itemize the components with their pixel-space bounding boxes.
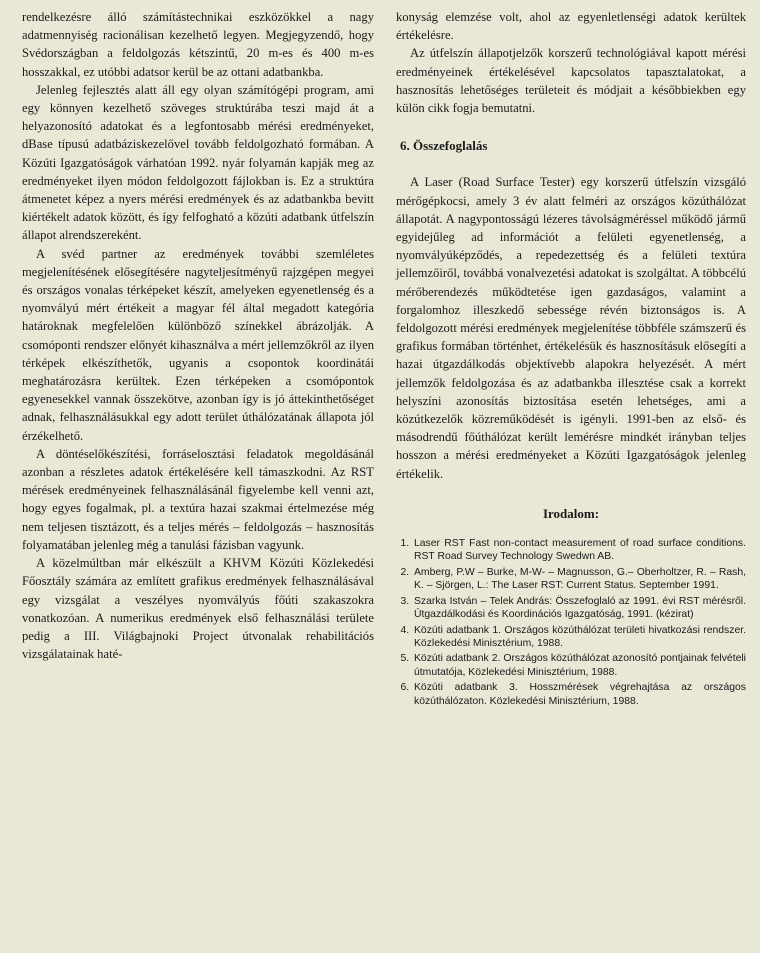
reference-item: 5. Közúti adatbank 2. Országos közúthálózat azonosító pontjainak felvételi útmutatója, Közlekedési Minisztérium, 1988. <box>412 652 746 679</box>
reference-item: 4. Közúti adatbank 1. Országos közúthálózat területi hivatkozási rendszer. Közlekedési Minisztérium, 1988. <box>412 624 746 651</box>
paragraph: rendelkezésre álló számítástechnikai eszközökkel a nagy adatmennyiség racionálisan kezelhető legyen. Megjegyzendő, hogy Svédországban a feldolgozás kétszintű, 20 m-es és 400 m-es hosszakkal, ez utóbbi adatsor kerül be az ottani adatbankba. <box>22 10 374 79</box>
summary-paragraph: A Laser (Road Surface Tester) egy korszerű útfelszín vizsgáló mérőgépkocsi, amely 3 év alatt felméri az országos közúthálózat állapotát. A nagypontosságú lézeres távolságméréssel működő jármű egyidejűleg ad információt a felületi egyenetlenség, a nyomvályúképződés, a repedezettség és a felületi textúra jellemzőiről, továbbá vonalvezetési adatokat is szolgáltat. A többcélú mérőberendezés működtetése igen gazdaságos, valamint a forgalomhoz illeszkedő sebessége révén biztonságos is. A feldolgozott mérési eredmények megjelenítése többféle számszerű és grafikus formában történhet, értékelésük és hasznosításuk elősegíti a hazai útgazdálkodás objektívebb alapokra helyezését. A mért jellemzők feldolgozása és az adatbankba illesztése csak a korrekt helyszíni azonosítás biztosítása esetén lehetséges, ami a közútkezelők közreműködését is igényli. 1991-ben az első- és másodrendű főúthálózat került lemérésre mindkét irányban teljes hosszon a mérési eredményeket a Közúti Igazgatóságok jelenleg értékelik. <box>396 175 746 481</box>
section-heading: 6. Összefoglalás <box>400 138 488 154</box>
references-list <box>396 537 746 708</box>
paragraph: A svéd partner az eredmények további szemléletes megjelenítésének elősegítésére nagyteljesítményű rajzgépen megyei és országos vonalas térképeket készít, amelyeken egyenetlenség és a nyomvályú mért értékeit a magyar fél által megadott kategória határoknak megfelelően különböző színekkel ábrázolják. A csomóponti rendszer előnyét kihasználva a mért jellemzőkről az ilyen térképek elkészíthetők, ugyanis a csopontok koordinátái meghatározásra kerültek. Ezen térképeken a csomópontok egyenesekkel vannak összekötve, azonban így is jó áttekinthetőséget adnak, felhasználásukkal egy adott terület úthálózatának állapota jól érzékelhető. <box>22 246 374 443</box>
paragraph: konyság elemzése volt, ahol az egyenletlenségi adatok kerültek értékelésre. <box>396 10 746 43</box>
reference-item: 6. Közúti adatbank 3. Hosszmérések végrehajtása az országos közúthálózaton. Közlekedési Minisztérium, 1988. <box>412 681 746 708</box>
references-title: Irodalom: <box>542 505 600 521</box>
paragraph: A közelmúltban már elkészült a KHVM Közúti Közlekedési Főosztály számára az említett grafikus eredmények felhasználásával egy vizsgálat a veszélyes nyomvályús főúti szakaszokra vonatkozóan. A numerikus eredmények első felhasználási területe pedig a III. Világbajnoki Project útvonalak rehabilitációs vizsgálatainak haté- <box>22 556 374 662</box>
reference-item: 3. Szarka István – Telek András: Összefoglaló az 1991. évi RST mérésről. Útgazdálkodási és Koordinációs Igazgatóság, 1991. (kézirat) <box>412 595 746 622</box>
reference-item: 1. Laser RST Fast non-contact measurement of road surface conditions. RST Road Survey Technology Swedwn AB. <box>412 537 746 564</box>
reference-item: 2. Amberg, P.W – Burke, M-W- – Magnusson, G.– Oberholtzer, R. – Rash, K. – Sjörgen, L.: The Laser RST: Current Status. September 1991. <box>412 566 746 593</box>
left-column <box>22 8 374 953</box>
right-column <box>396 8 746 953</box>
paragraph: A döntéselőkészítési, forráselosztási feladatok megoldásánál azonban a részletes adatok értékelésére kell támaszkodni. Az RST mérések eredményeinek felhasználásánál figyelembe kell venni azt, hogy egyes fogalmak, pl. a textúra hazai szakmai értelmezése még nem teljesen tisztázott, és a teljes mérés – feldolgozás – hasznosítás folyamatában jelenleg még a tanulási fázisban vagyunk. <box>22 446 374 552</box>
paragraph: Az útfelszín állapotjelzők korszerű technológiával kapott mérési eredményeinek értékelésével kapcsolatos tapasztalatokat, a hasznosítás lehetőséges területeit és módjait a későbbiekben egy külön cikk fogja bemutatni. <box>396 46 746 116</box>
paragraph: Jelenleg fejlesztés alatt áll egy olyan számítógépi program, ami egy könnyen kezelhető szöveges struktúrába teszi majd át a helyazonosító adatokat és a legfontosabb mérési eredményeket, dBase típusú adatbáziskezelővel tovább feldolgozható formában. A Közúti Igazgatóságok várhatóan 1992. nyár folyamán kapják meg az eredményeket ilyen módon feldolgozott fájlokban is. Ez a struktúra átmenetet képez a nyers mérési eredmények és az adatbankba bevitt kiértékelt adatok között, és így felfogható a közúti adatbank útfelszín állapot alrendszereként. <box>22 82 374 243</box>
